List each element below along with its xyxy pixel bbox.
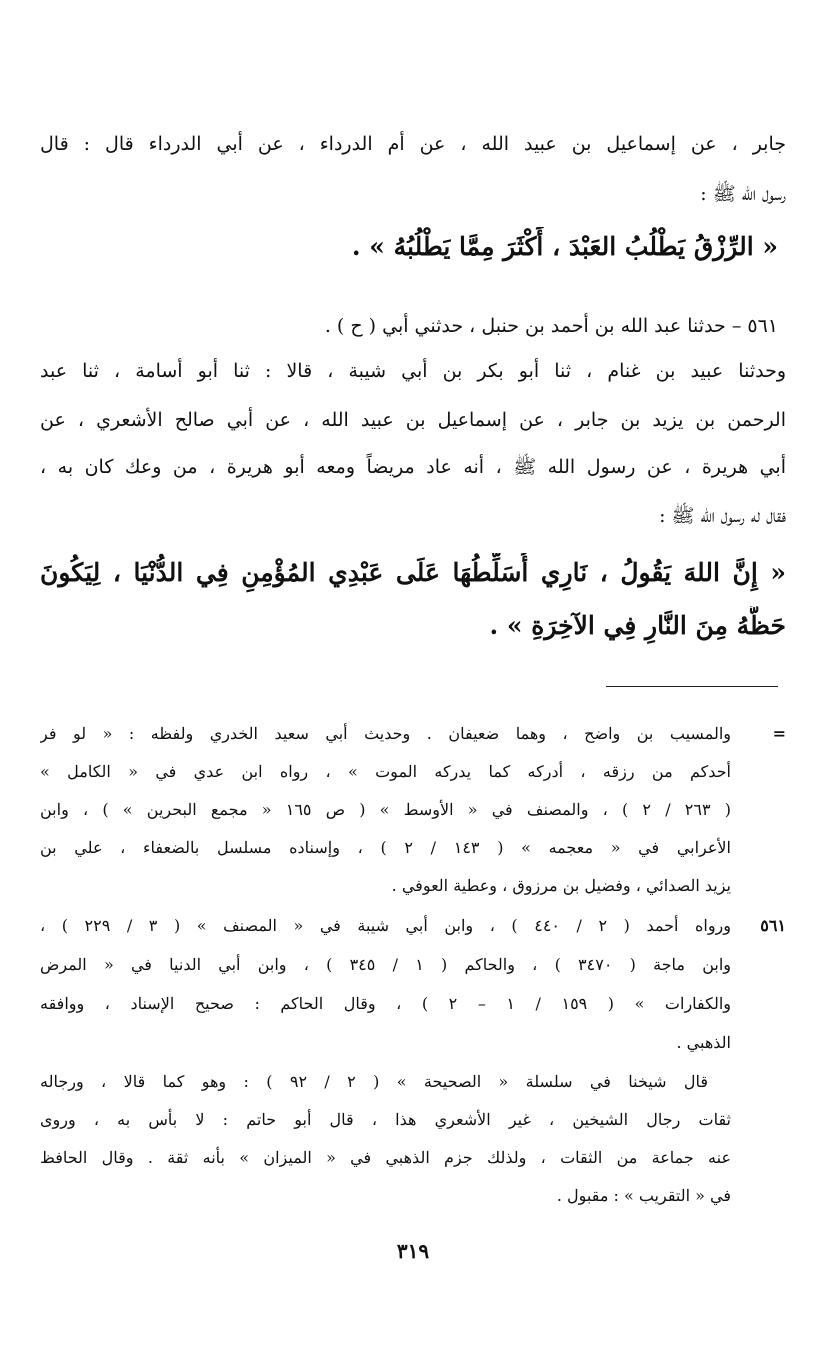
main-text-line: أبي هريرة ، عن رسول الله ﷺ ، أنه عاد مريضاً ومعه أبو هريرة ، من وعك كان به ، (40, 456, 786, 478)
footnote-line: ثقات رجال الشيخين ، غير الأشعري هذا ، قال أبو حاتم : لا بأس به ، وروى (40, 1110, 731, 1129)
footnote-line: عنه جماعة من الثقات ، ولذلك جزم الذهبي في « الميزان » بأنه ثقة . وقال الحافظ (40, 1148, 731, 1167)
footnote-line: الأعرابي في « معجمه » ( ١٤٣ / ٢ ) ، وإسناده مسلسل بالضعفاء ، علي بن (40, 838, 731, 857)
footnote-line: قال شيخنا في سلسلة « الصحيحة » ( ٢ / ٩٢ ) : وهو كما قالا ، ورجاله (40, 1072, 708, 1091)
main-text-line: وحدثنا عبيد بن غنام ، ثنا أبو بكر بن أبي شيبة ، قالا : ثنا أبو أسامة ، ثنا عبد (40, 360, 786, 382)
hadith-number-line: ٥٦١ – حدثنا عبد الله بن أحمد بن حنبل ، حدثني أبي ( ح ) . (324, 315, 778, 337)
footnote-continuation-mark: = (772, 724, 786, 743)
hadith-text: « الرِّزْقُ يَطْلُبُ العَبْدَ ، أَكْثَرَ مِمَّا يَطْلُبُهُ » . (351, 232, 778, 261)
hadith-text: حَظَّهُ مِنَ النَّارِ فِي الآخِرَةِ » . (489, 611, 786, 640)
footnote-line: في « التقريب » : مقبول . (556, 1186, 731, 1205)
page-number: ٣١٩ (396, 1239, 430, 1263)
main-text-line: فقال له رسول الله ﷺ : (659, 505, 786, 527)
footnote-line: والمسيب بن واضح ، وهما ضعيفان . وحديث أبي سعيد الخدري ولفظه : « لو فر (40, 724, 731, 743)
footnote-line: ( ٢٦٣ / ٢ ) ، والمصنف في « الأوسط » ( ص ١٦٥ « مجمع البحرين » ) ، وابن (40, 800, 731, 819)
footnote-line: ورواه أحمد ( ٢ / ٤٤٠ ) ، وابن أبي شيبة في « المصنف » ( ٣ / ٢٢٩ ) ، (40, 916, 731, 935)
main-text-line: الرحمن بن يزيد بن جابر ، عن إسماعيل بن عبيد الله ، عن أبي صالح الأشعري ، عن (40, 409, 786, 431)
footnote-line: يزيد الصدائي ، وفضيل بن مرزوق ، وعطية العوفي . (391, 876, 731, 895)
footnote-line: أحدكم من رزقه ، أدركه كما يدركه الموت » ، رواه ابن عدي في « الكامل » (40, 762, 731, 781)
footnote-number: ٥٦١ (760, 916, 786, 935)
footnote-separator (606, 686, 778, 687)
footnote-line: والكفارات » ( ١٥٩ / ١ – ٢ ) ، وقال الحاكم : صحيح الإسناد ، ووافقه (40, 994, 731, 1013)
main-text-line: رسول الله ﷺ : (700, 183, 786, 205)
hadith-text: « إِنَّ اللهَ يَقُولُ ، نَارِي أُسَلِّطُهَا عَلَى عَبْدِي المُؤْمِنِ فِي الدُّنْيَا ، لِيَكُونَ (40, 558, 786, 587)
footnote-line: وابن ماجة ( ٣٤٧٠ ) ، والحاكم ( ١ / ٣٤٥ ) ، وابن أبي الدنيا في « المرض (40, 955, 731, 974)
main-text-line: جابر ، عن إسماعيل بن عبيد الله ، عن أم الدرداء ، عن أبي الدرداء قال : قال (40, 133, 786, 155)
footnote-line: الذهبي . (676, 1033, 731, 1052)
